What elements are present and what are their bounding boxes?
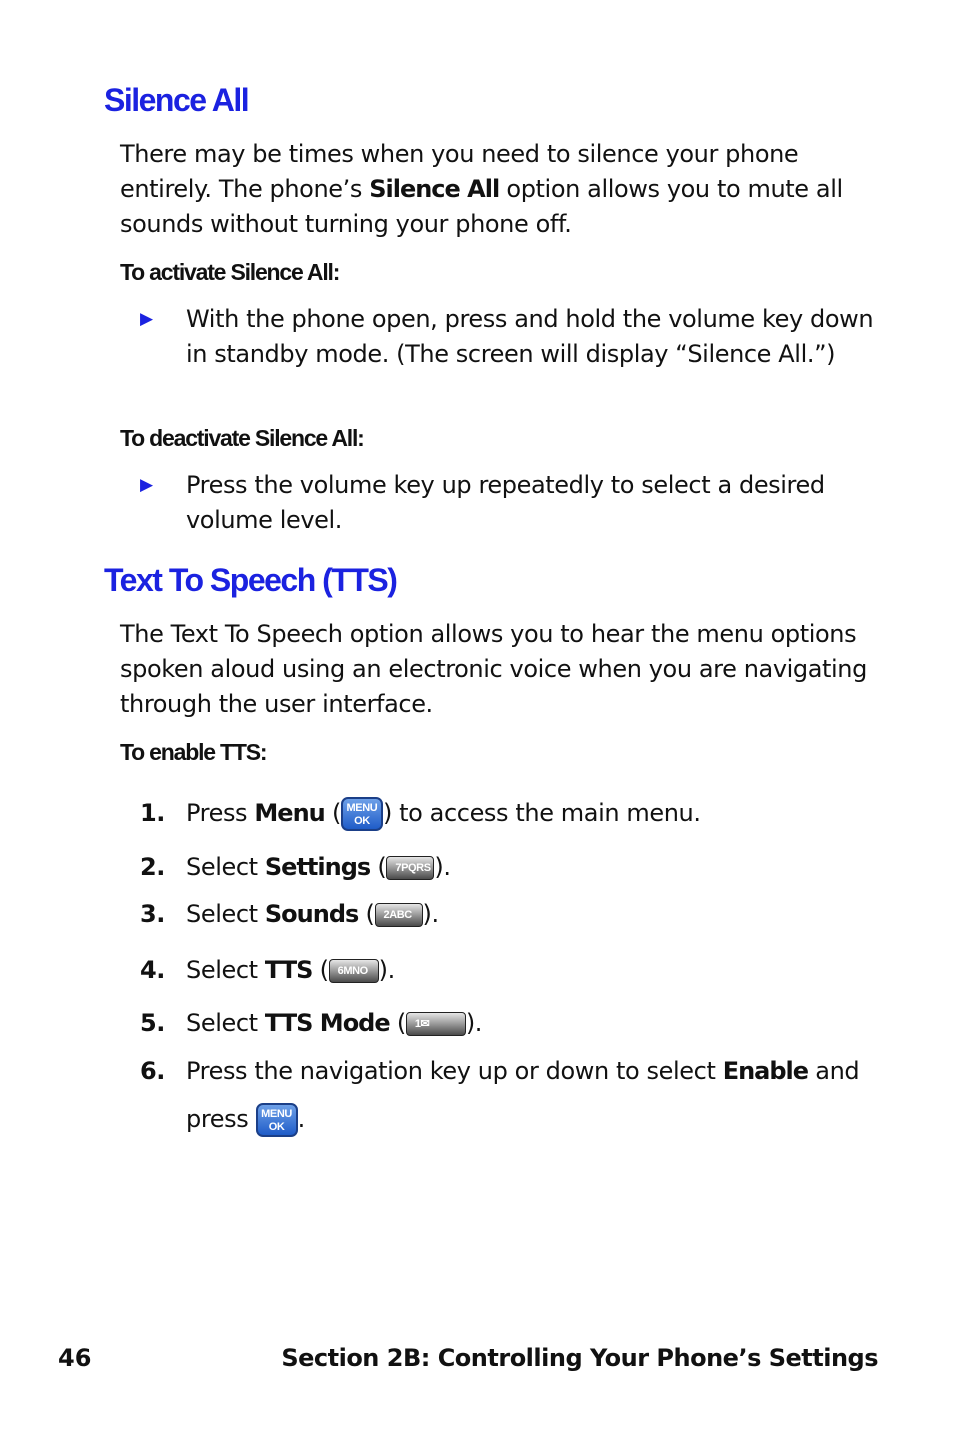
bullet-arrow-icon: ▶ (140, 309, 153, 329)
enable-tts-heading: To enable TTS: (120, 739, 267, 765)
activate-heading: To activate Silence All: (120, 259, 340, 285)
deactivate-heading: To deactivate Silence All: (120, 425, 364, 451)
menu-ok-key-icon: MENU OK (341, 797, 383, 831)
bullet-arrow-icon: ▶ (140, 475, 153, 495)
page-number: 46 (58, 1344, 92, 1372)
tts-intro: The Text To Speech option allows you to hear the menu options spoken aloud using an electronic voice when you are navigating through the user interface. (120, 620, 867, 718)
section-title-tts: Text To Speech (TTS) (104, 562, 397, 598)
key-6-icon: 6MNO (329, 959, 379, 983)
key-1-icon: 1✉ (406, 1012, 466, 1036)
section-footer: Section 2B: Controlling Your Phone’s Settings (281, 1344, 878, 1372)
key-2-icon: 2ABC (375, 903, 423, 927)
key-7-icon: 7PQRS (386, 856, 434, 880)
section-title-silence-all: Silence All (104, 82, 249, 118)
silence-all-intro: There may be times when you need to silence your phone entirely. The phone’s Silence All option allows you to mute all sounds without turning your phone off. (120, 140, 843, 238)
menu-ok-key-icon: MENU OK (256, 1103, 298, 1137)
